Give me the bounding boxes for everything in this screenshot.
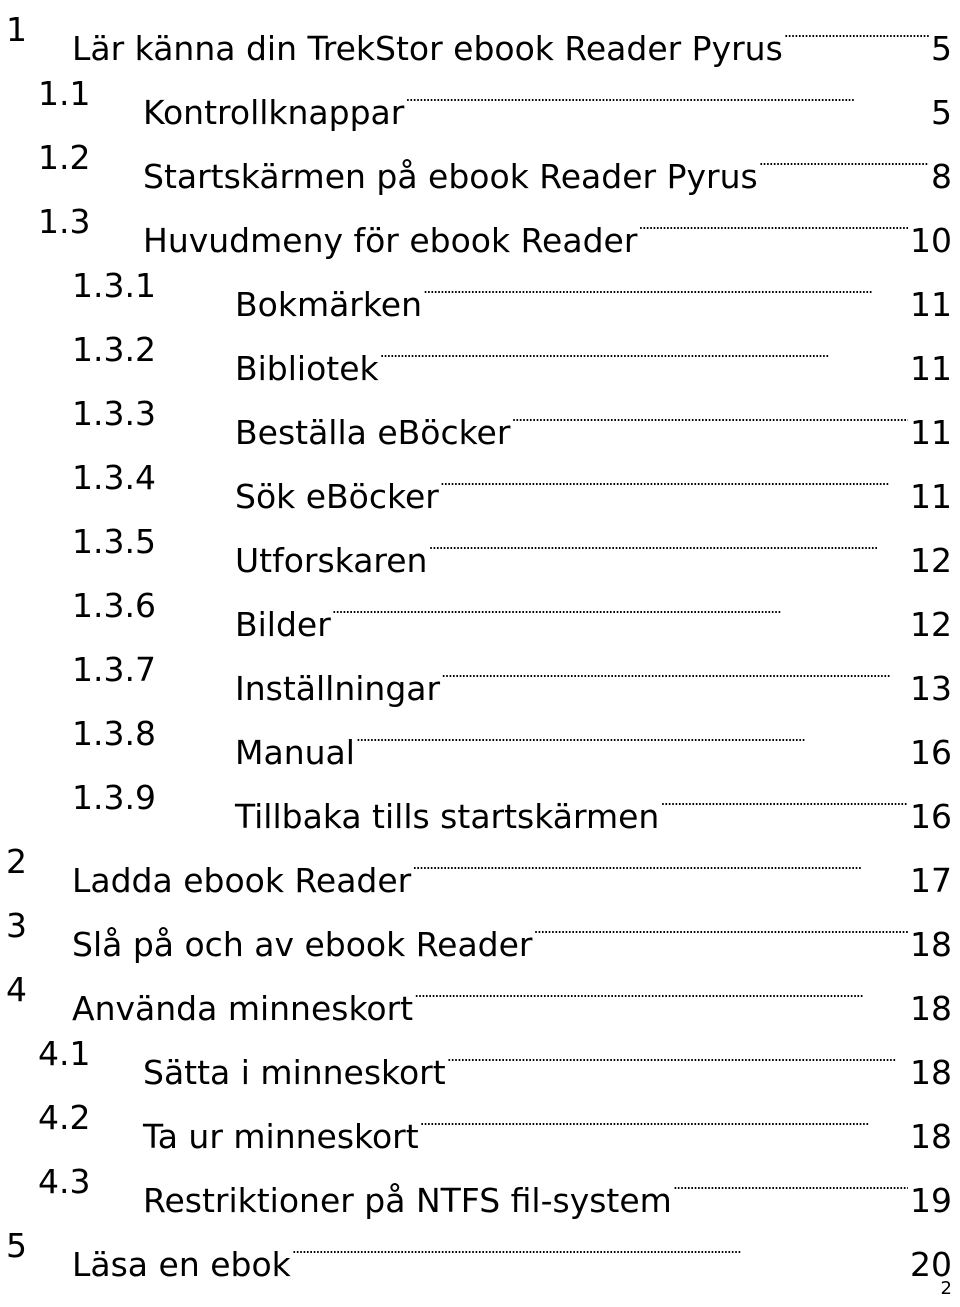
toc-entry-title: Huvudmeny för ebook Reader — [143, 221, 638, 260]
toc-entry-page: 18 — [910, 1117, 952, 1156]
dot-leader — [380, 320, 908, 380]
toc-entry-number: 1.3.8 — [72, 714, 156, 753]
toc-entry-page: 16 — [910, 733, 952, 772]
dot-leader — [412, 832, 908, 892]
toc-entry-number: 4.3 — [38, 1162, 91, 1201]
toc-entry-title: Kontrollknappar — [143, 93, 405, 132]
toc-entry-page: 11 — [910, 349, 952, 388]
toc-entry-page: 18 — [910, 925, 952, 964]
toc-entry[interactable] — [0, 192, 952, 260]
toc-entry-number: 1 — [6, 10, 27, 49]
toc-entry-page: 5 — [931, 93, 952, 132]
toc-entry-number: 5 — [6, 1226, 27, 1265]
toc-entry-number: 1.3.1 — [72, 266, 156, 305]
dot-leader — [784, 0, 929, 60]
toc-entry[interactable] — [0, 896, 952, 964]
toc-entry-title: Slå på och av ebook Reader — [72, 925, 533, 964]
dot-leader — [440, 448, 908, 508]
toc-entry-title: Inställningar — [235, 669, 441, 708]
toc-entry[interactable] — [0, 960, 952, 1028]
toc-entry[interactable] — [0, 704, 952, 772]
toc-entry[interactable] — [0, 0, 952, 68]
toc-entry[interactable] — [0, 1088, 952, 1156]
toc-entry-title: Utforskaren — [235, 541, 428, 580]
toc-entry[interactable] — [0, 320, 952, 388]
toc-entry-page: 16 — [910, 797, 952, 836]
toc-entry-number: 2 — [6, 842, 27, 881]
toc-entry-number: 4 — [6, 970, 27, 1009]
toc-entry[interactable] — [0, 64, 952, 132]
toc-entry-title: Lär känna din TrekStor ebook Reader Pyrus — [72, 29, 783, 68]
toc-entry-title: Bokmärken — [235, 285, 423, 324]
dot-leader — [292, 1216, 908, 1276]
dot-leader — [405, 64, 929, 124]
dot-leader — [511, 384, 908, 444]
toc-entry-number: 1.3.3 — [72, 394, 156, 433]
toc-entry-title: Sätta i minneskort — [143, 1053, 446, 1092]
toc-entry-page: 11 — [910, 285, 952, 324]
toc-entry-number: 1.2 — [38, 138, 91, 177]
dot-leader — [332, 576, 908, 636]
toc-entry[interactable] — [0, 1024, 952, 1092]
toc-entry-page: 11 — [910, 413, 952, 452]
toc-entry-body — [72, 1216, 952, 1295]
toc-entry[interactable] — [0, 256, 952, 324]
toc-entry-number: 1.3.4 — [72, 458, 156, 497]
toc-entry-number: 1.3.6 — [72, 586, 156, 625]
toc-entry-number: 1.3.9 — [72, 778, 156, 817]
toc-entry[interactable] — [0, 128, 952, 196]
toc-entry[interactable] — [0, 512, 952, 580]
toc-entry-title: Bilder — [235, 605, 331, 644]
toc-entry[interactable] — [0, 1216, 952, 1284]
dot-leader — [534, 896, 909, 956]
dot-leader — [414, 960, 908, 1020]
toc-entry-number: 3 — [6, 906, 27, 945]
toc-entry-page: 10 — [910, 221, 952, 260]
dot-leader — [759, 128, 929, 188]
toc-entry-page: 19 — [910, 1181, 952, 1220]
toc-entry-number: 4.1 — [38, 1034, 91, 1073]
toc-entry-number: 1.1 — [38, 74, 91, 113]
toc-entry-page: 18 — [910, 1053, 952, 1092]
toc-entry[interactable] — [0, 640, 952, 708]
dot-leader — [441, 640, 908, 700]
toc-entry-title: Sök eBöcker — [235, 477, 439, 516]
toc-entry[interactable] — [0, 576, 952, 644]
toc-entry-title: Läsa en ebok — [72, 1245, 291, 1284]
dot-leader — [638, 192, 908, 252]
toc-entry-number: 1.3.5 — [72, 522, 156, 561]
dot-leader — [447, 1024, 908, 1084]
toc-entry[interactable] — [0, 448, 952, 516]
toc-entry[interactable] — [0, 768, 952, 836]
toc-entry-title: Restriktioner på NTFS fil-system — [143, 1181, 672, 1220]
toc-entry-page: 12 — [910, 605, 952, 644]
toc-entry-number: 1.3.2 — [72, 330, 156, 369]
toc-entry[interactable] — [0, 384, 952, 452]
dot-leader — [660, 768, 908, 828]
page-number: 2 — [940, 1278, 952, 1299]
toc-entry[interactable] — [0, 832, 952, 900]
toc-entry-page: 20 — [910, 1245, 952, 1284]
toc-entry-title: Beställa eBöcker — [235, 413, 511, 452]
toc-entry-page: 11 — [910, 477, 952, 516]
dot-leader — [428, 512, 908, 572]
toc-entry-title: Ladda ebook Reader — [72, 861, 412, 900]
toc-entry-number: 1.3 — [38, 202, 91, 241]
toc-entry-title: Manual — [235, 733, 355, 772]
dot-leader — [673, 1152, 908, 1212]
toc-entry-page: 5 — [931, 29, 952, 68]
toc-entry-page: 12 — [910, 541, 952, 580]
toc-entry-title: Tillbaka tills startskärmen — [235, 797, 660, 836]
dot-leader — [420, 1088, 908, 1148]
toc-entry-title: Ta ur minneskort — [143, 1117, 419, 1156]
toc-entry-page: 18 — [910, 989, 952, 1028]
toc-entry-page: 13 — [910, 669, 952, 708]
toc-entry-number: 1.3.7 — [72, 650, 156, 689]
toc-entry-number: 4.2 — [38, 1098, 91, 1137]
toc-entry-page: 17 — [910, 861, 952, 900]
toc-entry-title: Startskärmen på ebook Reader Pyrus — [143, 157, 758, 196]
dot-leader — [356, 704, 908, 764]
toc-entry-title: Bibliotek — [235, 349, 379, 388]
dot-leader — [423, 256, 908, 316]
toc-entry-title: Använda minneskort — [72, 989, 414, 1028]
toc-entry[interactable] — [0, 1152, 952, 1220]
toc-entry-page: 8 — [931, 157, 952, 196]
